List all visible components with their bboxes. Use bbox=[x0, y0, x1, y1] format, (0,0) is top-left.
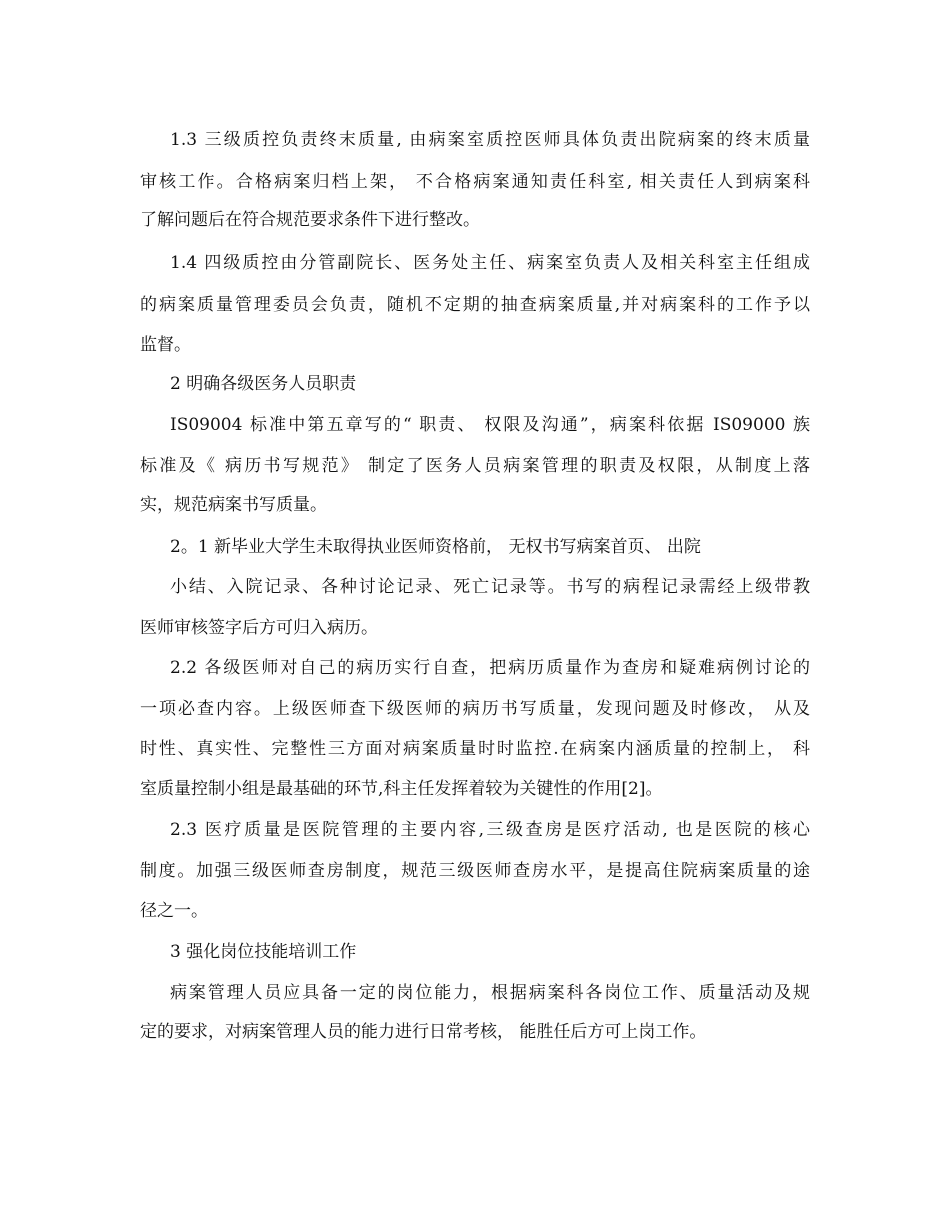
text-line: 2。1 新毕业大学生未取得执业医师资格前， 无权书写病案首页、 出院 bbox=[170, 537, 701, 557]
section-heading: 2 明确各级医务人员职责 bbox=[170, 374, 357, 394]
text-line: 病案管理人员应具备一定的岗位能力，根据病案科各岗位工作、质量活动及规 bbox=[170, 983, 810, 1003]
text-line: 1.3 三级质控负责终末质量, 由病案室质控医师具体负责出院病案的终末质量 bbox=[170, 130, 810, 150]
text-line: 制度。加强三级医师查房制度，规范三级医师查房水平，是提高住院病案质量的途 bbox=[140, 861, 810, 881]
text-line: 小结、入院记录、各种讨论记录、死亡记录等。书写的病程记录需经上级带教 bbox=[170, 577, 810, 597]
text-line: 1.4 四级质控由分管副院长、医务处主任、病案室负责人及相关科室主任组成 bbox=[170, 253, 810, 273]
text-line: 时性、真实性、完整性三方面对病案质量时时监控.在病案内涵质量的控制上， 科 bbox=[140, 739, 810, 759]
text-line: 监督。 bbox=[140, 335, 191, 355]
text-line: 2.2 各级医师对自己的病历实行自查，把病历质量作为查房和疑难病例讨论的 bbox=[170, 658, 810, 678]
text-line: IS09004 标准中第五章写的“ 职责、 权限及沟通”，病案科依据 IS09000 族 bbox=[170, 415, 810, 435]
text-line: 了解问题后在符合规范要求条件下进行整改。 bbox=[140, 210, 480, 230]
text-line: 医师审核签字后方可归入病历。 bbox=[140, 618, 378, 638]
text-line: 室质量控制小组是最基础的环节,科主任发挥着较为关键性的作用[2]。 bbox=[140, 779, 663, 799]
text-line: 径之一。 bbox=[140, 901, 208, 921]
text-line: 审核工作。合格病案归档上架， 不合格病案通知责任科室, 相关责任人到病案科 bbox=[140, 172, 810, 192]
section-heading: 3 强化岗位技能培训工作 bbox=[170, 942, 357, 962]
text-line: 2.3 医疗质量是医院管理的主要内容,三级查房是医疗活动, 也是医院的核心 bbox=[170, 820, 810, 840]
text-line: 定的要求，对病案管理人员的能力进行日常考核， 能胜任后方可上岗工作。 bbox=[140, 1022, 707, 1042]
text-line: 一项必查内容。上级医师查下级医师的病历书写质量，发现问题及时修改， 从及 bbox=[140, 699, 810, 719]
text-line: 标准及《 病历书写规范》 制定了医务人员病案管理的职责及权限，从制度上落 bbox=[140, 456, 810, 476]
text-line: 实，规范病案书写质量。 bbox=[140, 495, 327, 515]
text-line: 的病案质量管理委员会负责，随机不定期的抽查病案质量,并对病案科的工作予以 bbox=[140, 295, 810, 315]
